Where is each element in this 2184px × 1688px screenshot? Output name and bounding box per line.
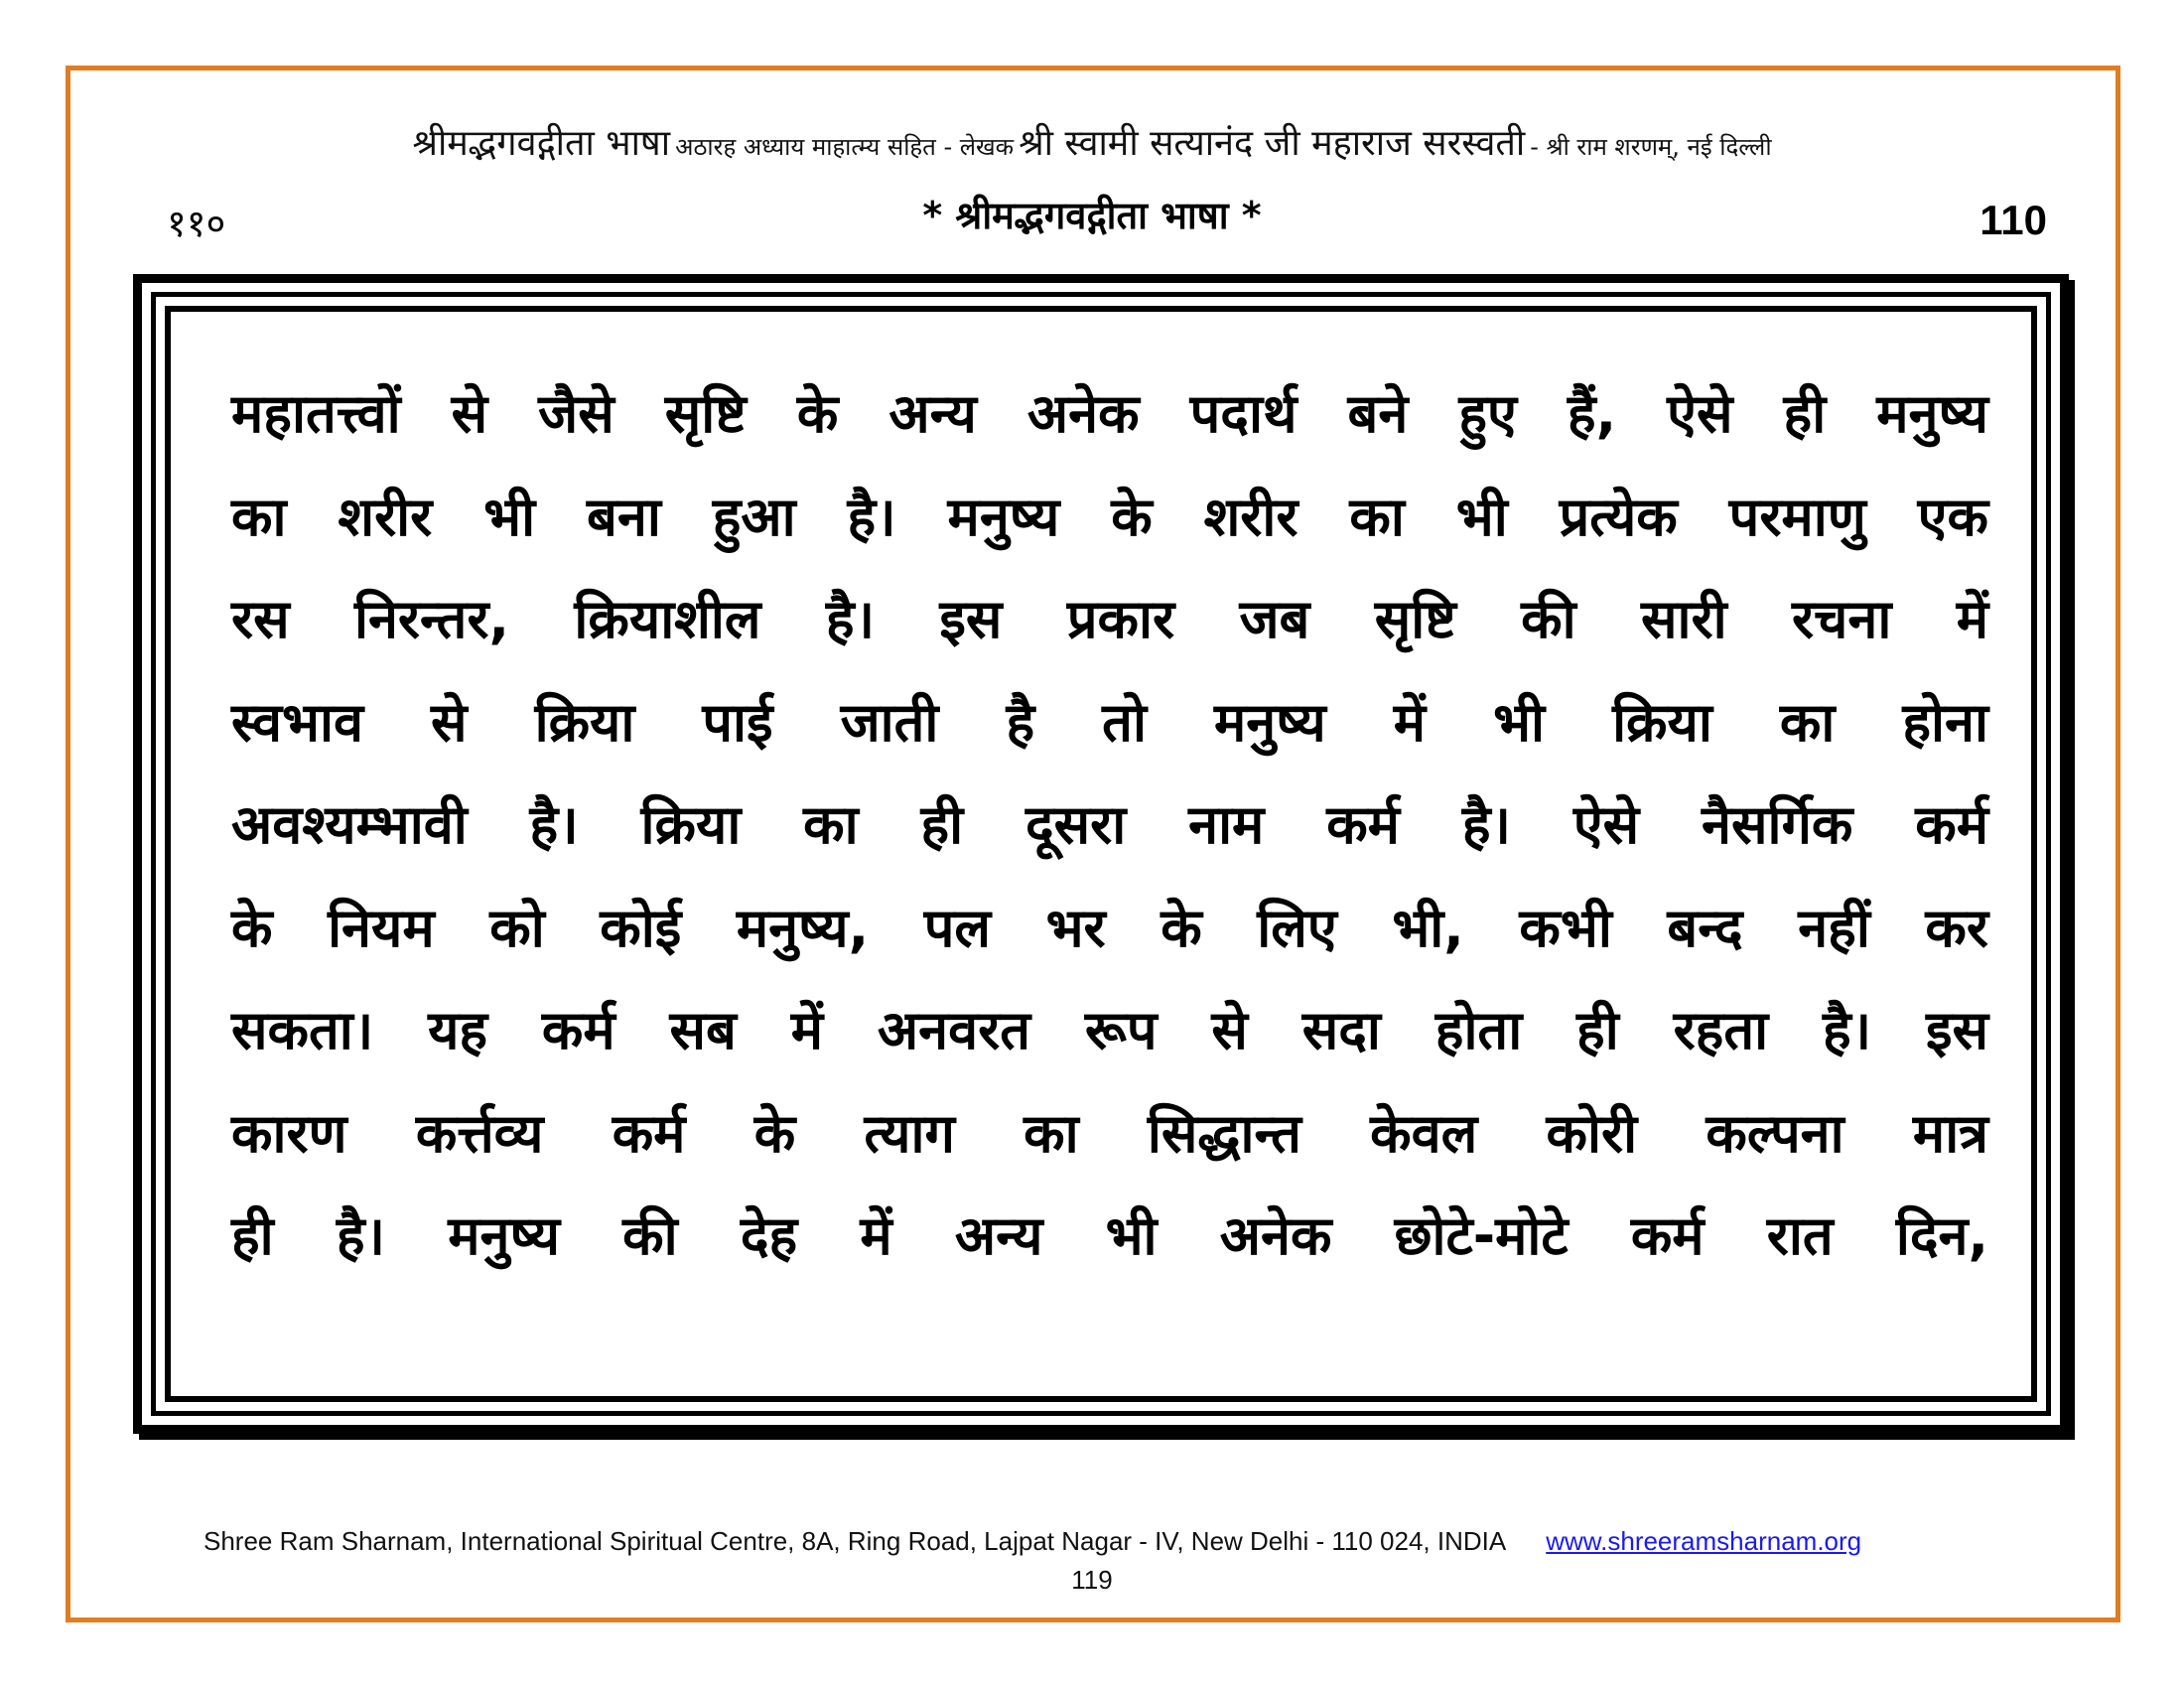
page-number-devanagari: ११० [167, 202, 226, 245]
body-line: के नियम को कोई मनुष्य, पल भर के लिए भी, कभी बन्द नहीं कर [231, 896, 1988, 959]
body-line: रस निरन्तर, क्रियाशील है। इस प्रकार जब सृष्टि की सारी रचना में [231, 588, 1988, 650]
body-line: अवश्यम्भावी है। क्रिया का ही दूसरा नाम कर्म है। ऐसे नैसर्गिक कर्म [231, 793, 1988, 856]
book-header [99, 117, 2085, 166]
website-link[interactable]: www.shreeramsharnam.org [1546, 1526, 1862, 1556]
body-text [231, 362, 1988, 1288]
footer-page-number: 119 [1071, 1565, 1113, 1595]
footer-address: Shree Ram Sharnam, International Spiritual Centre, 8A, Ring Road, Lajpat Nagar - IV, New Delhi - 110 024, INDIA [204, 1526, 1507, 1556]
body-line: महातत्त्वों से जैसे सृष्टि के अन्य अनेक पदार्थ बने हुए हैं, ऐसे ही मनुष्य [231, 382, 1988, 445]
body-line: का शरीर भी बना हुआ है। मनुष्य के शरीर का भी प्रत्येक परमाणु एक [231, 485, 1988, 548]
page-number-latin: 110 [1979, 197, 2047, 243]
page-subtitle: * श्रीमद्भगवद्गीता भाषा * [922, 194, 1262, 237]
body-line: कारण कर्त्तव्य कर्म के त्याग का सिद्धान्त केवल कोरी कल्पना मात्र [231, 1101, 1988, 1165]
author-name: श्री स्वामी सत्यानंद जी महाराज सरस्वती [1019, 123, 1526, 164]
book-title-detail: अठारह अध्याय माहात्म्य सहित - लेखक [675, 133, 1015, 161]
publisher-name: श्री राम शरणम्, नई दिल्ली [1546, 133, 1772, 161]
body-line: स्वभाव से क्रिया पाई जाती है तो मनुष्य में भी क्रिया का होना [231, 690, 1988, 754]
header-separator: - [1530, 133, 1547, 161]
book-title: श्रीमद्भगवद्गीता भाषा [412, 123, 671, 164]
body-line: ही है। मनुष्य की देह में अन्य भी अनेक छोटे-मोटे कर्म रात दिन, [231, 1204, 1988, 1267]
text-panel [133, 274, 2069, 1434]
footer [204, 1526, 1990, 1557]
body-line: सकता। यह कर्म सब में अनवरत रूप से सदा होता ही रहता है। इस [231, 999, 1988, 1061]
